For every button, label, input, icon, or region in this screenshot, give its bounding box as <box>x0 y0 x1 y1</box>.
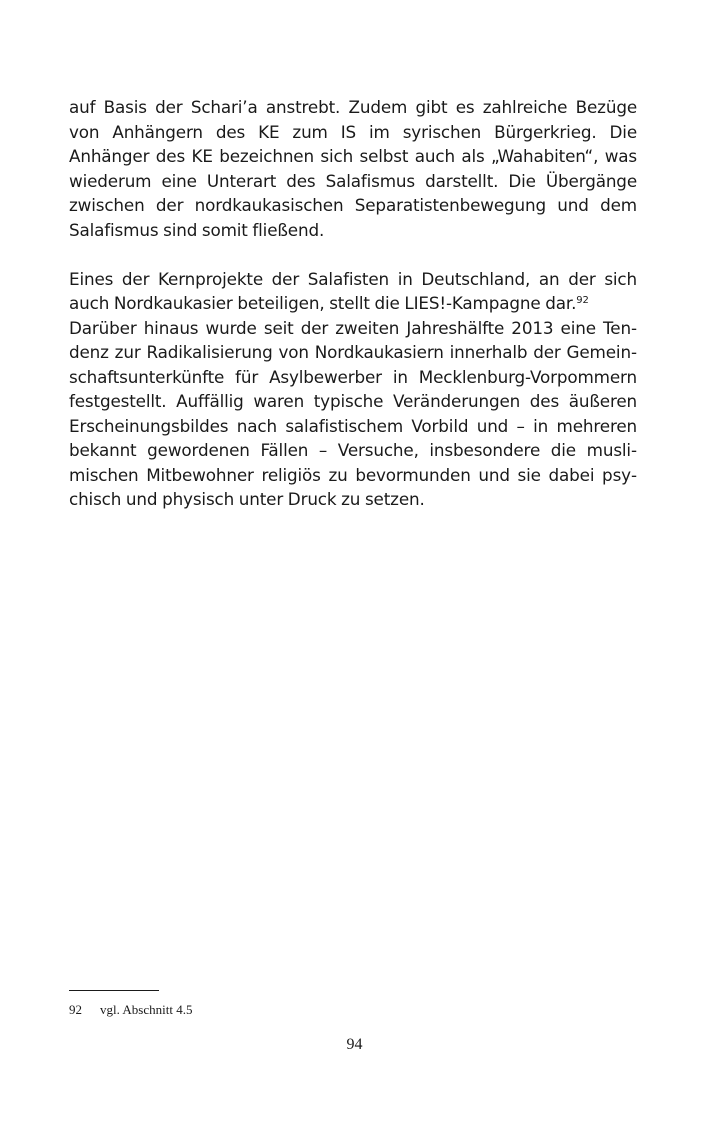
paragraph-2 <box>69 267 637 316</box>
paragraph-2-text: Eines der Kernprojekte der Salafisten in Deutschland, an der sich auch Nordkaukasier beteiligen, stellt die LIES!-Kampagne dar. <box>69 268 637 313</box>
main-text <box>69 95 637 512</box>
paragraph-1 <box>69 95 637 242</box>
paragraph-1-text: auf Basis der Schari’a anstrebt. Zudem gibt es zahlreiche Bezüge von Anhängern des KE zum IS im syrischen Bürgerkrieg. Die Anhänger des KE bezeichnen sich selbst auch als „Wahabiten“, was wiederum eine Unterart des Salafismus darstellt. Die Übergänge zwischen der nordkaukasischen Separatistenbewegung und dem Salafismus sind somit fließend. <box>69 97 637 240</box>
paragraph-gap <box>69 242 637 267</box>
footnote-number: 92 <box>69 1002 82 1017</box>
footnote-divider <box>69 990 159 991</box>
paragraph-3 <box>69 316 637 512</box>
paragraph-3-text: Darüber hinaus wurde seit der zweiten Jahreshälfte 2013 eine Tendenz zur Radikalisierung von Nordkaukasiern innerhalb der Gemeinschaftsunterkünfte für Asylbewerber in Mecklenburg-Vorpommern festgestellt. Auffällig waren typische Veränderungen des äußeren Erscheinungsbildes nach salafistischem Vorbild und – in mehreren bekannt gewordenen Fällen – Versuche, insbesondere die muslimischen Mitbewohner religiös zu bevormunden und sie dabei psychisch und physisch unter Druck zu setzen. <box>69 317 637 509</box>
footnote-reference-92[interactable]: 92 <box>576 295 589 306</box>
footnote-92 <box>69 1001 192 1019</box>
footnote-text: vgl. Abschnitt 4.5 <box>100 1002 193 1017</box>
page-number: 94 <box>346 1036 363 1053</box>
